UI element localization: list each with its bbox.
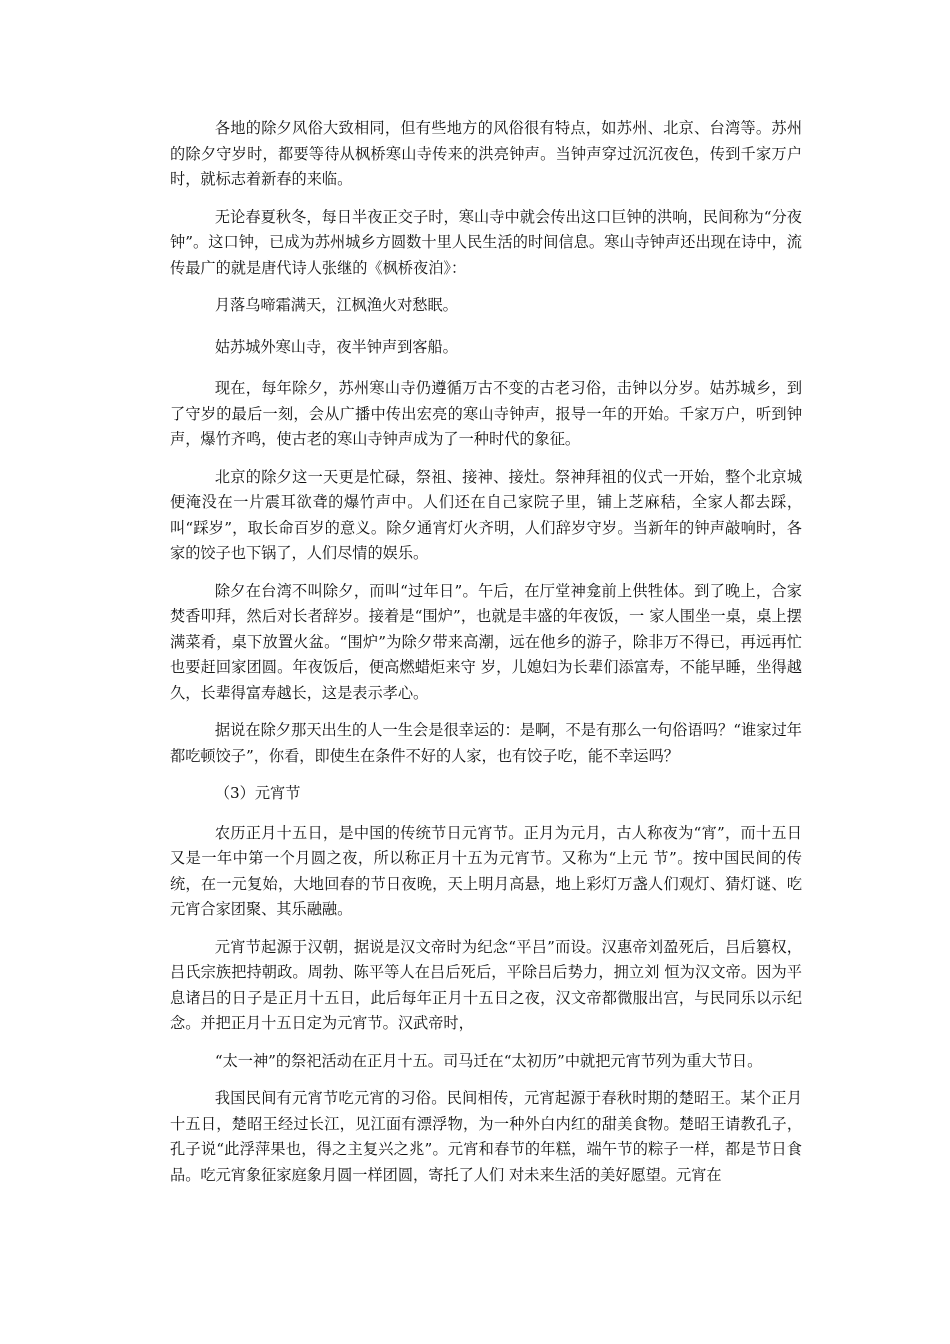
paragraph-suzhou-custom: 现在，每年除夕，苏州寒山寺仍遵循万古不变的古老习俗，击钟以分岁。姑苏城乡，到了守岁的最后一刻，会从广播中传出宏亮的寒山寺钟声，报导一年的开始。千家万户，听到钟声，爆竹齐鸣，使古老的寒山寺钟声成为了一种时代的象征。 — [170, 379, 802, 448]
paragraph-beijing: 北京的除夕这一天更是忙碌，祭祖、接神、接灶。祭神拜祖的仪式一开始，整个北京城便淹没在一片震耳欲聋的爆竹声中。人们还在自己家院子里，铺上芝麻秸，全家人都去踩，叫“踩岁”，取长命百岁的意义。除夕通宵灯火齐明，人们辞岁守岁。当新年的钟声敲响时，各家的饺子也下锅了，人们尽情的娱乐。 — [170, 467, 802, 562]
paragraph-yuanxiao-food: 我国民间有元宵节吃元宵的习俗。民间相传，元宵起源于春秋时期的楚昭王。某个正月十五日，楚昭王经过长江，见江面有漂浮物，为一种外白内红的甜美食物。楚昭王请教孔子，孔子说“此浮萍果也，得之主复兴之兆”。元宵和春节的年糕，端午节的粽子一样，都是节日食品。吃元宵象征家庭象月圆一样团圆，寄托了人们 对未来生活的美好愿望。元宵在 — [170, 1089, 802, 1184]
section-heading-lantern-festival: （3）元宵节 — [214, 784, 301, 802]
poem-line-2: 姑苏城外寒山寺，夜半钟声到客船。 — [214, 337, 458, 356]
paragraph-hanshan-bell: 无论春夏秋冬，每日半夜正交子时，寒山寺中就会传出这口巨钟的洪响，民间称为“分夜钟”。这口钟，已成为苏州城乡方圆数十里人民生活的时间信息。寒山寺钟声还出现在诗中，流传最广的就是唐代诗人张继的《枫桥夜泊》： — [170, 207, 802, 277]
document-page — [170, 116, 802, 1200]
paragraph-lantern-intro: 农历正月十五日，是中国的传统节日元宵节。正月为元月，古人称夜为“宵”，而十五日又是一年中第一个月圆之夜，所以称正月十五为元宵节。又称为“上元 节”。按中国民间的传统，在一元复始，大地回春的节日夜晚，天上明月高悬，地上彩灯万盏人们观灯、猜灯谜、吃元宵合家团聚、其乐融融。 — [170, 823, 802, 918]
paragraph-taiwan: 除夕在台湾不叫除夕，而叫“过年日”。午后，在厅堂神龛前上供牲体。到了晚上，合家焚香叩拜，然后对长者辞岁。接着是“围炉”，也就是丰盛的年夜饭，一 家人围坐一桌，桌上摆满菜肴，桌下放置火盆。“围炉”为除夕带来高潮，远在他乡的游子，除非万不得已，再远再忙也要赶回家团圆。年夜饭后，便高燃蜡炬来守 岁，儿媳妇为长辈们添富寿，不能早睡，坐得越久，长辈得富寿越长，这是表示孝心。 — [170, 581, 802, 702]
paragraph-taiyi-god: “太一神”的祭祀活动在正月十五。司马迁在“太初历”中就把元宵节列为重大节日。 — [214, 1051, 763, 1070]
paragraph-lucky-birth: 据说在除夕那天出生的人一生会是很幸运的：是啊，不是有那么一句俗语吗？“谁家过年都吃顿饺子”，你看，即使生在条件不好的人家，也有饺子吃，能不幸运吗？ — [170, 721, 802, 765]
paragraph-suzhou-intro: 各地的除夕风俗大致相同，但有些地方的风俗很有特点，如苏州、北京、台湾等。苏州的除夕守岁时，都要等待从枫桥寒山寺传来的洪亮钟声。当钟声穿过沉沉夜色，传到千家万户时，就标志着新春的来临。 — [170, 119, 802, 188]
poem-line-1: 月落乌啼霜满天，江枫渔火对愁眠。 — [214, 296, 458, 314]
paragraph-lantern-origin: 元宵节起源于汉朝，据说是汉文帝时为纪念“平吕”而设。汉惠帝刘盈死后，吕后篡权，吕氏宗族把持朝政。周勃、陈平等人在吕后死后，平除吕后势力，拥立刘 恒为汉文帝。因为平息诸吕的日子是正月十五日，此后每年正月十五日之夜，汉文帝都微服出宫，与民同乐以示纪念。并把正月十五日定为元宵节。汉武帝时， — [170, 937, 802, 1032]
